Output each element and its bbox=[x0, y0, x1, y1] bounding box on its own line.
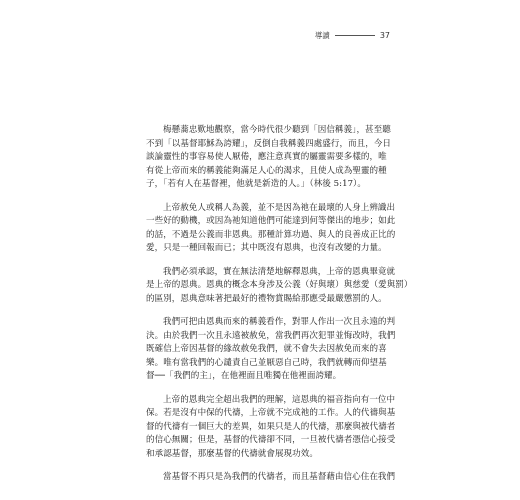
paragraph-4 bbox=[146, 316, 396, 384]
section-title: 導讀 bbox=[314, 31, 330, 40]
paragraph-1 bbox=[146, 124, 392, 192]
body-text bbox=[146, 124, 413, 495]
text-line: 既確信上帝因基督的緣故赦免我們，就不會失去因赦免而來的喜 bbox=[146, 344, 387, 354]
text-line: 保。若是沒有中保的代禱，上帝就不完成祂的工作。人的代禱與基 bbox=[146, 408, 396, 418]
text-line: 不到「以基督耶穌為誇耀」，反倒自我稱義四處盛行，而且，今日 bbox=[146, 138, 392, 149]
text-line: 上帝的恩典完全超出我們的理解，這恩典的福音指向有一位中 bbox=[163, 394, 396, 405]
page-number: 37 bbox=[379, 31, 390, 40]
running-header bbox=[315, 30, 390, 41]
text-line: 的信心無關；但是，基督的代禱卻不同，一旦被代禱者憑信心接受 bbox=[146, 435, 396, 445]
text-line: 督的代禱有一個巨大的差異，如果只是人的代禱，那麼與被代禱者 bbox=[146, 421, 396, 432]
text-line: 我們可把由恩典而來的稱義看作，對罪人作出一次且永遠的判 bbox=[163, 317, 396, 327]
text-line: 子，「若有人在基督裡，他就是新造的人。」（林後 5:17）。 bbox=[146, 179, 366, 189]
text-line: 談論靈性的事容易使人厭倦，應注意真實的屬靈需要多樣的，唯 bbox=[146, 152, 387, 162]
paragraph-2 bbox=[146, 202, 396, 256]
text-line: 督──「我們的主」，在他裡面且唯獨在他裡面誇耀。 bbox=[146, 371, 342, 381]
text-line: 一些好的動機，或因為祂知道他們可能達到何等傑出的地步；如此 bbox=[146, 216, 396, 226]
text-line: 有從上帝而來的稱義能夠滿足人心的渴求，且使人成為聖靈的種 bbox=[146, 165, 387, 176]
text-line: 愛，只是一種回報而已；其中既沒有恩典，也沒有改變的力量。 bbox=[146, 243, 387, 253]
header-rule bbox=[335, 35, 375, 36]
text-line: 梅懸蕎忠歎地觀察，當今時代很少聽到「因信稱義」，甚至聽 bbox=[163, 125, 391, 135]
text-line: 的區別，恩典意味著把最好的禮物賞賜給那應受最嚴懲罰的人。 bbox=[146, 293, 387, 304]
paragraph-6 bbox=[146, 471, 396, 485]
text-line: 樂。唯有當我們的心譴責自己並厭惡自己時，我們就轉而仰望基 bbox=[146, 357, 387, 368]
text-line: 決。由於我們一次且永遠被赦免，當我們再次犯罪並悔改時，我們 bbox=[146, 330, 396, 341]
text-line: 是上帝的恩典。恩典的概念本身涉及公義（好與壞）與慈愛（愛與罰） bbox=[146, 280, 413, 290]
text-line: 和承認基督，那麼基督的代禱就會展現功效。 bbox=[146, 448, 318, 459]
paragraph-5 bbox=[146, 394, 396, 462]
text-line: 的話，不過是公義而非恩典。那種計算功過、與人的良善成正比的 bbox=[146, 229, 396, 240]
text-line: 我們必須承認，實在無法清楚地解釋恩典，上帝的恩典畢竟就 bbox=[163, 266, 396, 277]
text-line: 上帝赦免人或稱人為義，並不是因為祂在最壞的人身上辨識出 bbox=[163, 202, 396, 213]
text-line: 當基督不再只是為我們的代禱者，而且基督藉由信心住在我們 bbox=[163, 472, 396, 482]
paragraph-3 bbox=[146, 266, 413, 307]
